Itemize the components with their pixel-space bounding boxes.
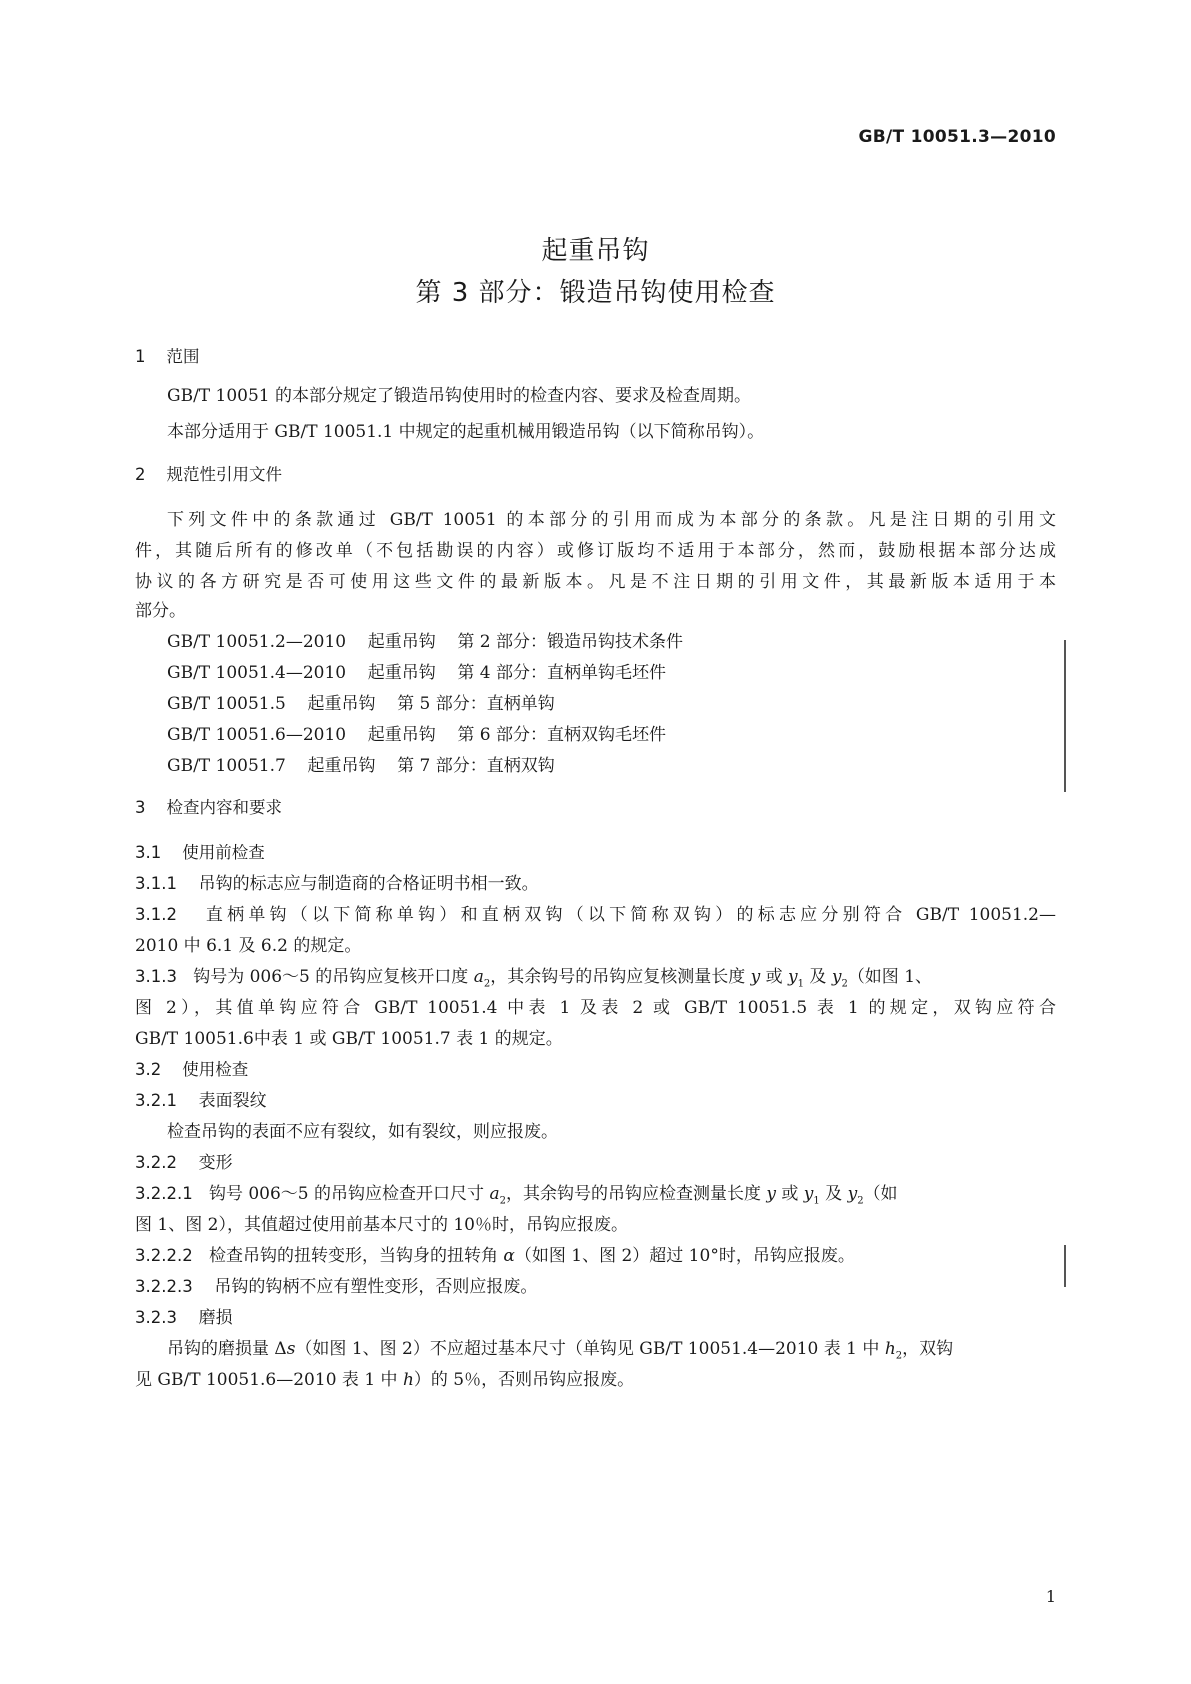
section-title: 检查内容和要求 [166,798,282,817]
subsection-3-2-heading [135,1062,248,1079]
document-title: 起重吊钩 [541,236,650,266]
clause-3-1-3 [135,969,932,989]
clause-text-continued: 图 2），其值单钩应符合 GB/T 10051.4 中表 1 及表 2 或 GB/T 10051.5 表 1 的规定，双钩应符合 [135,998,1056,1018]
clause-title: 变形 [198,1153,233,1173]
clause-3-2-2-3 [135,1279,537,1296]
document-subtitle: 第 3 部分：锻造吊钩使用检查 [415,278,776,308]
reference-part: 第 5 部分：直柄单钩 [397,694,555,714]
section-number: 3 [135,798,146,817]
subsection-number: 3.1 [135,843,162,862]
subscript: 1 [813,1195,820,1207]
variable: s [286,1339,296,1359]
clause-text: 吊钩的标志应与制造商的合格证明书相一致。 [198,874,539,894]
paragraph-line: 协议的各方研究是否可使用这些文件的最新版本。凡是不注日期的引用文件，其最新版本适用于本 [135,572,1056,592]
clause-text: 或 [775,1184,804,1204]
paragraph-line: 部分。 [135,601,186,621]
subsection-title: 使用检查 [182,1060,249,1079]
reference-part: 第 2 部分：锻造吊钩技术条件 [457,632,683,652]
clause-number: 3.2.1 [135,1091,177,1110]
paragraph: GB/T 10051 的本部分规定了锻造吊钩使用时的检查内容、要求及检查周期。 [167,386,752,406]
reference-name: 起重吊钩 [307,694,376,714]
section-title: 规范性引用文件 [166,465,282,484]
clause-text: 及 [819,1184,848,1204]
variable: h [884,1339,896,1359]
reference-name: 起重吊钩 [367,725,436,745]
clause-title: 表面裂纹 [198,1091,267,1111]
paragraph: 本部分适用于 GB/T 10051.1 中规定的起重机械用锻造吊钩（以下简称吊钩）。 [167,422,765,442]
reference-item [167,665,666,682]
clause-text: 吊钩的磨损量 Δ [167,1339,287,1359]
clause-text: 见 GB/T 10051.6—2010 表 1 中 [135,1370,403,1390]
section-number: 2 [135,465,146,484]
section-3-heading [135,800,282,817]
clause-text [167,1341,953,1361]
variable: y [788,967,798,987]
subsection-3-1-heading [135,845,265,862]
reference-code: GB/T 10051.7 [167,756,286,776]
clause-3-1-2 [135,907,1056,924]
subsection-title: 使用前检查 [182,843,265,862]
clause-text: 钩号 006～5 的吊钩应检查开口尺寸 [208,1184,490,1204]
clause-number: 3.1.2 [135,905,177,924]
variable: α [503,1246,515,1266]
subscript: 2 [857,1195,864,1207]
clause-text: 钩号为 006～5 的吊钩应复核开口度 [193,967,474,987]
variable: a [489,1184,500,1204]
reference-part: 第 7 部分：直柄双钩 [397,756,555,776]
clause-number: 3.2.2 [135,1153,177,1172]
clause-text: （如图 1、 [847,967,933,987]
clause-text: 检查吊钩的扭转变形，当钩身的扭转角 [208,1246,504,1266]
variable: a [473,967,484,987]
clause-text: 及 [804,967,832,987]
clause-text-continued: 2010 中 6.1 及 6.2 的规定。 [135,936,362,956]
reference-item [167,696,555,713]
reference-item [167,758,555,775]
clause-3-2-3-heading [135,1310,233,1327]
revision-bar [1064,1245,1066,1287]
clause-text: ，其余钩号的吊钩应检查测量长度 [505,1184,767,1204]
variable: y [803,1184,814,1204]
reference-item [167,634,683,651]
section-title: 范围 [166,347,200,366]
reference-part: 第 4 部分：直柄单钩毛坯件 [457,663,666,683]
section-2-heading [135,467,282,484]
subscript: 2 [841,978,848,990]
clause-text: ）的 5％，否则吊钩应报废。 [413,1370,635,1390]
clause-number: 3.2.2.1 [135,1184,193,1203]
reference-code: GB/T 10051.4—2010 [167,663,347,683]
subscript: 2 [483,978,491,990]
clause-3-2-2-heading [135,1155,233,1172]
clause-3-2-1-heading [135,1093,267,1110]
subscript: 2 [499,1195,506,1207]
clause-number: 3.1.3 [135,967,177,986]
reference-name: 起重吊钩 [307,756,376,776]
variable: y [750,967,761,987]
paragraph-line: 件，其随后所有的修改单（不包括勘误的内容）或修订版均不适用于本部分，然而，鼓励根据本部分达成 [135,541,1056,561]
standard-code: GB/T 10051.3—2010 [858,127,1056,147]
revision-bar [1064,640,1066,792]
reference-part: 第 6 部分：直柄双钩毛坯件 [457,725,666,745]
clause-text-continued: GB/T 10051.6中表 1 或 GB/T 10051.7 表 1 的规定。 [135,1029,563,1049]
section-1-heading [135,349,199,366]
variable: h [402,1370,414,1390]
clause-number: 3.2.2.3 [135,1277,193,1296]
clause-text: 吊钩的钩柄不应有塑性变形，否则应报废。 [214,1277,538,1297]
clause-3-2-2-2 [135,1248,855,1265]
reference-item [167,727,666,744]
reference-name: 起重吊钩 [367,663,436,683]
clause-text: （如图 1、图 2）超过 10°时，吊钩应报废。 [514,1246,855,1266]
clause-text-continued: 图 1、图 2），其值超过使用前基本尺寸的 10％时，吊钩应报废。 [135,1215,628,1235]
clause-3-2-2-1 [135,1186,898,1206]
subsection-number: 3.2 [135,1060,162,1079]
clause-title: 磨损 [198,1308,233,1328]
clause-text: ，其余钩号的吊钩应复核测量长度 [490,967,751,987]
clause-number: 3.2.2.2 [135,1246,193,1265]
subscript: 2 [895,1350,903,1362]
variable: y [831,967,842,987]
reference-code: GB/T 10051.2—2010 [167,632,347,652]
section-number: 1 [135,347,146,366]
clause-3-1-1 [135,876,539,893]
reference-code: GB/T 10051.6—2010 [167,725,347,745]
subscript: 1 [797,978,805,990]
paragraph-line: 下列文件中的条款通过 GB/T 10051 的本部分的引用而成为本部分的条款。凡是注日期的引用文 [167,510,1056,530]
reference-name: 起重吊钩 [367,632,436,652]
variable: y [766,1184,776,1204]
clause-text: 或 [760,967,789,987]
clause-number: 3.1.1 [135,874,177,893]
reference-code: GB/T 10051.5 [167,694,286,714]
clause-number: 3.2.3 [135,1308,177,1327]
clause-text: 检查吊钩的表面不应有裂纹，如有裂纹，则应报废。 [167,1122,558,1142]
clause-text: 直柄单钩（以下简称单钩）和直柄双钩（以下简称双钩）的标志应分别符合 GB/T 10051.2— [205,905,1056,925]
variable: y [847,1184,858,1204]
clause-text: （如图 1、图 2）不应超过基本尺寸（单钩见 GB/T 10051.4—2010 表 1 中 [295,1339,885,1359]
page-number: 1 [1045,1587,1056,1606]
clause-text: （如 [863,1184,898,1204]
clause-text-continued [135,1372,634,1389]
clause-text: ，双钩 [902,1339,954,1359]
